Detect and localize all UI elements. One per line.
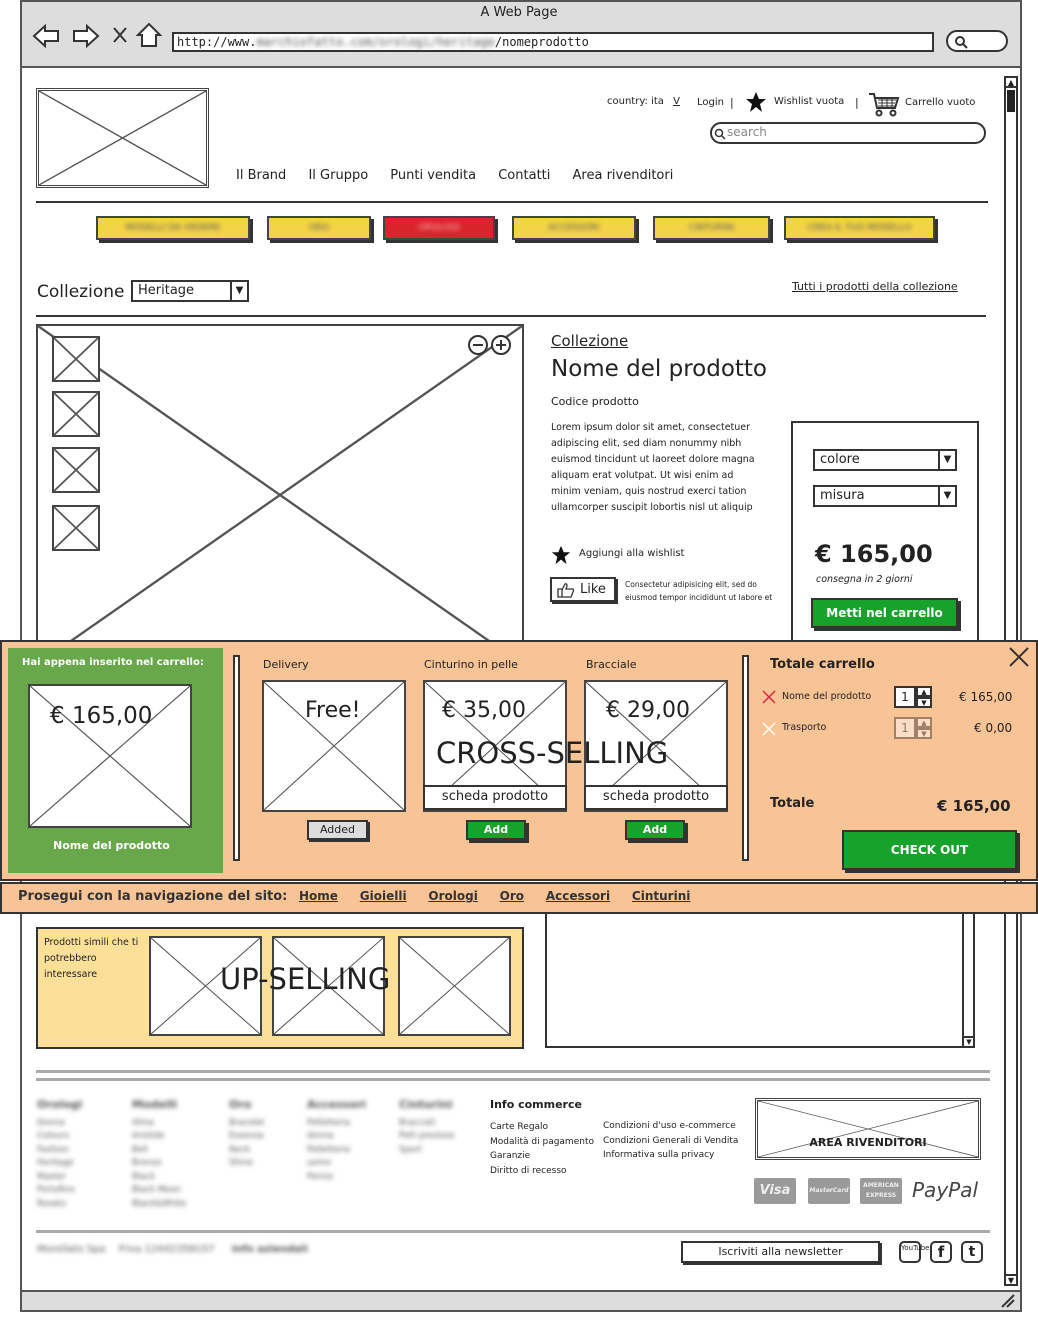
nav-item-resellers[interactable]: Area rivenditori (572, 168, 674, 183)
similar-product-3[interactable] (398, 936, 511, 1036)
site-search-input[interactable] (710, 122, 986, 144)
category-crea[interactable] (784, 216, 935, 240)
footer-link[interactable]: Black Moon (132, 1185, 181, 1195)
total-value: € 165,00 (937, 797, 1011, 815)
country-dropdown-icon[interactable]: V (673, 96, 680, 107)
footer-link[interactable]: Sport (399, 1144, 422, 1155)
quantity-up-icon: ▲ (916, 717, 932, 728)
product-code: Codice prodotto (551, 395, 639, 408)
item-delivery-added-button[interactable]: Added (307, 820, 368, 840)
stop-icon[interactable] (112, 26, 128, 44)
category-label: MODELLI DA VEDERE (125, 223, 221, 233)
scroll-divider-left[interactable] (233, 655, 240, 861)
company-name: Morellato Spa (37, 1244, 106, 1255)
company-info (37, 1244, 308, 1255)
thumbs-up-icon (557, 582, 575, 598)
quantity-value[interactable]: 1 (894, 686, 916, 708)
size-select-value: misura (820, 488, 865, 503)
product-description: Lorem ipsum dolor sit amet, consectetuer adipiscing elit, sed diam nonummy nibh euismod tincidunt ut laoreet dolore magna aliquam erat volutpat. Ut wisi enim ad minim veniam, quis nostrud exerci tation ullamcorper suscipit lobortis nisl ut aliquip (551, 422, 755, 513)
scroll-divider-right[interactable] (742, 655, 749, 861)
cart-total-title: Totale carrello (770, 657, 875, 672)
up-selling-label: UP-SELLING (220, 962, 391, 996)
category-accessori[interactable] (512, 216, 636, 240)
quantity-down-icon: ▼ (916, 728, 932, 739)
magnifier-icon (954, 35, 968, 49)
footer-link[interactable]: Bronzo (132, 1158, 162, 1168)
forward-arrow-icon[interactable] (72, 24, 100, 48)
cart-line-price: € 165,00 (959, 690, 1013, 704)
size-select[interactable] (813, 485, 957, 507)
url-blurred: marchiofatto.com/orologi/heritage (256, 35, 495, 49)
all-products-link[interactable]: Tutti i prodotti della collezione (792, 280, 958, 293)
footer-col-title: Orologi (37, 1098, 83, 1111)
nav-item-stores[interactable]: Punti vendita (390, 168, 477, 183)
thumbnail-2[interactable] (52, 391, 100, 437)
nav-item-brand[interactable]: Il Brand (236, 168, 287, 183)
footer-link[interactable]: Master (37, 1171, 67, 1182)
country-label: country: (607, 96, 648, 107)
amex-icon (860, 1178, 902, 1204)
category-modelli[interactable] (96, 216, 250, 240)
color-select[interactable] (813, 449, 957, 471)
scroll-down-arrow[interactable]: ▼ (1007, 1276, 1015, 1285)
dropdown-arrow-icon: ▼ (230, 282, 247, 300)
company-info-link[interactable]: Info aziendali (231, 1244, 308, 1255)
footer-link[interactable]: Heritage (37, 1158, 74, 1168)
logo-placeholder[interactable] (36, 88, 209, 188)
thumbnail-4[interactable] (52, 505, 100, 551)
thumbnail-1[interactable] (52, 336, 100, 382)
scroll-down-arrow[interactable]: ▼ (964, 1036, 974, 1046)
category-label: CREA IL TUO MODELLO (807, 223, 912, 233)
footer-col-oro (229, 1098, 264, 1171)
country-value: ita (651, 96, 664, 107)
continue-nav-links (299, 889, 690, 903)
product-price: € 165,00 (815, 540, 933, 568)
resellers-banner[interactable] (755, 1098, 981, 1160)
address-bar[interactable] (172, 32, 934, 52)
close-overlay-icon[interactable] (1008, 646, 1030, 668)
footer-link[interactable]: Alma (132, 1117, 154, 1128)
item-delivery-price: Free! (305, 698, 361, 723)
item-delivery-title: Delivery (263, 658, 309, 671)
home-icon[interactable] (136, 22, 162, 48)
payment-label: PayPal (912, 1178, 979, 1202)
payment-label: MasterCard (809, 1187, 849, 1194)
footer-col-accessori (307, 1098, 366, 1184)
continue-link-cinturini[interactable]: Cinturini (631, 889, 691, 903)
footer-col-cinturini (399, 1098, 454, 1157)
product-name: Nome del prodotto (551, 356, 767, 382)
footer-link[interactable]: uomo (307, 1158, 332, 1168)
payment-label: AMERICAN EXPRESS (863, 1182, 899, 1199)
category-cinturini[interactable] (653, 216, 770, 240)
paypal-icon (912, 1178, 978, 1202)
added-product-name: Nome del prodotto (53, 839, 170, 852)
footer-col-orologi (37, 1098, 82, 1211)
country-selector[interactable] (607, 96, 680, 107)
product-collection-link[interactable]: Collezione (551, 332, 629, 350)
continue-link-gioielli[interactable]: Gioielli (359, 889, 407, 903)
footer-divider (36, 1078, 990, 1081)
quantity-stepper-disabled (894, 717, 934, 741)
zoom-out-icon[interactable] (467, 334, 489, 356)
twitter-icon[interactable]: t (961, 1241, 983, 1263)
nav-item-contacts[interactable]: Contatti (498, 168, 551, 183)
footer-link[interactable]: Colours (37, 1131, 70, 1141)
footer-link[interactable]: Donna (37, 1117, 65, 1128)
footer-link[interactable]: Black&White (132, 1198, 187, 1209)
scroll-thumb[interactable] (1007, 90, 1015, 112)
continue-link-oro[interactable]: Oro (499, 889, 525, 903)
header-divider (36, 201, 988, 203)
added-product-price: € 165,00 (50, 703, 153, 729)
add-to-wishlist-link[interactable]: Aggiungi alla wishlist (579, 548, 685, 559)
social-label: YouTube (901, 1244, 930, 1252)
reviews-box[interactable] (545, 914, 975, 1048)
footer-divider (36, 1070, 990, 1073)
footer-link[interactable]: Essenza (229, 1131, 264, 1141)
reviews-scrollbar[interactable] (962, 914, 974, 1046)
footer-col-title: Oro (229, 1098, 252, 1111)
footer-link[interactable]: Aristide (132, 1131, 165, 1141)
thumbnail-3[interactable] (52, 447, 100, 493)
category-orologi-active[interactable] (383, 216, 495, 240)
status-bar (22, 1290, 1020, 1310)
cross-selling-label: CROSS-SELLING (436, 736, 669, 770)
add-to-cart-button[interactable]: Metti nel carrello (811, 598, 958, 628)
dropdown-arrow-icon: ▼ (938, 451, 955, 469)
category-label: ACCESSORI (548, 223, 600, 233)
wishlist-link[interactable]: Wishlist vuota (774, 96, 845, 107)
item-bracelet-title: Bracciale (586, 658, 637, 671)
footer-link[interactable]: Condizioni Generali di Vendita (603, 1135, 739, 1146)
collection-select[interactable] (131, 280, 249, 302)
like-label: Like (580, 582, 606, 597)
like-button[interactable] (550, 577, 616, 602)
scroll-up-arrow[interactable]: ▲ (1007, 78, 1015, 87)
divider: | (855, 96, 859, 109)
search-icon (714, 128, 726, 140)
info-commerce-col-1 (490, 1120, 594, 1178)
footer-link[interactable]: Penne (307, 1171, 334, 1182)
total-label: Totale (770, 796, 815, 811)
continue-nav-label: Prosegui con la navigazione del sito: (18, 889, 288, 904)
footer-link[interactable]: donna (307, 1131, 334, 1141)
cart-line-name: Trasporto (782, 722, 827, 733)
delivery-time: consegna in 2 giorni (816, 574, 913, 585)
cart-line-price: € 0,00 (974, 721, 1013, 735)
footer-link[interactable]: Bracelet (229, 1117, 265, 1128)
back-arrow-icon[interactable] (32, 24, 60, 48)
footer-link[interactable]: Portofino (37, 1185, 75, 1195)
continue-link-orologi[interactable]: Orologi (428, 889, 478, 903)
quantity-down-icon[interactable]: ▼ (916, 697, 932, 708)
url-suffix: /nomeprodotto (494, 35, 589, 49)
footer-link[interactable]: Modalità di pagamento (490, 1136, 594, 1147)
payment-label: Visa (759, 1183, 791, 1198)
footer-link[interactable]: Shine (229, 1158, 253, 1168)
footer-col-modelli (132, 1098, 186, 1211)
color-select-value: colore (820, 452, 860, 467)
footer-link[interactable]: Black (132, 1171, 155, 1182)
footer-link[interactable]: Informativa sulla privacy (603, 1150, 715, 1160)
footer-link[interactable]: Pelli preziose (399, 1131, 455, 1141)
footer-link[interactable]: Garanzie (490, 1151, 531, 1161)
collection-label: Collezione (37, 282, 125, 302)
resellers-label: AREA RIVENDITORI (809, 1136, 927, 1149)
company-vat: P.Iva 12442358157 (118, 1244, 215, 1255)
footer-col-title: Accessori (307, 1098, 366, 1111)
cart-link[interactable]: Carrello vuoto (905, 97, 976, 108)
url-prefix: http://www. (177, 35, 257, 49)
category-label: CINTURINI (688, 223, 735, 233)
zoom-in-icon[interactable] (490, 334, 512, 356)
dropdown-arrow-icon: ▼ (938, 487, 955, 505)
just-added-label: Hai appena inserito nel carrello: (22, 657, 204, 668)
item-bracelet-add-button[interactable]: Add (625, 820, 685, 840)
wishlist-star-icon[interactable] (549, 544, 573, 566)
category-label: ORO (308, 223, 330, 233)
login-link[interactable]: Login (697, 97, 724, 108)
mastercard-icon (808, 1178, 850, 1204)
main-nav (236, 168, 673, 183)
category-label: OROLOGI (418, 223, 460, 233)
similar-products-text: Prodotti simili che ti potrebbero interessare (44, 937, 139, 980)
resize-grip-icon[interactable] (998, 1292, 1016, 1308)
footer-link[interactable]: Pelletteria (307, 1144, 350, 1155)
facebook-icon[interactable]: f (930, 1241, 952, 1263)
item-strap-price: € 35,00 (442, 698, 526, 723)
window-title: A Web Page (480, 5, 558, 20)
footer-col-title: Cinturini (399, 1098, 453, 1111)
footer-link[interactable]: Bell (132, 1144, 148, 1155)
visa-icon (754, 1178, 796, 1204)
footer-link[interactable]: Neck (229, 1144, 251, 1155)
quantity-stepper[interactable] (894, 686, 934, 710)
category-oro[interactable] (267, 216, 371, 240)
cart-icon (868, 92, 900, 118)
newsletter-button[interactable]: Iscriviti alla newsletter (681, 1241, 880, 1263)
item-bracelet-price: € 29,00 (606, 698, 690, 723)
checkout-button[interactable]: CHECK OUT (842, 830, 1017, 870)
info-commerce-title: Info commerce (490, 1098, 582, 1111)
divider: | (730, 96, 734, 109)
item-strap-add-button[interactable]: Add (466, 820, 526, 840)
youtube-icon[interactable] (899, 1241, 930, 1263)
footer-col-title: Modelli (132, 1098, 178, 1111)
continue-link-accessori[interactable]: Accessori (545, 889, 611, 903)
remove-item-icon (762, 722, 776, 736)
footer-link[interactable]: Carte Regalo (490, 1122, 549, 1132)
footer-link[interactable]: Bracciali (399, 1117, 436, 1128)
footer-link[interactable]: Rosato (37, 1198, 66, 1209)
remove-item-icon[interactable] (762, 690, 776, 704)
footer-link[interactable]: Diritto di recesso (490, 1165, 567, 1176)
item-bracelet-product-link[interactable]: scheda prodotto (584, 785, 728, 810)
quantity-up-icon[interactable]: ▲ (916, 686, 932, 697)
star-icon (743, 90, 769, 114)
footer-link[interactable]: Pelletteria (307, 1117, 350, 1128)
nav-item-group[interactable]: Il Gruppo (308, 168, 369, 183)
like-text: Consectetur adipisicing elit, sed do eiusmod tempor incididunt ut labore et (625, 580, 773, 602)
continue-link-home[interactable]: Home (299, 889, 338, 903)
collection-divider (36, 315, 986, 317)
item-strap-product-link[interactable]: scheda prodotto (423, 785, 567, 810)
browser-search-field[interactable] (946, 30, 1008, 52)
search-placeholder: search (727, 125, 767, 139)
footer-link[interactable]: Fashion (37, 1144, 70, 1155)
collection-select-value: Heritage (138, 283, 195, 298)
item-strap-title: Cinturino in pelle (424, 658, 518, 671)
footer-divider (36, 1230, 990, 1233)
quantity-value: 1 (894, 717, 916, 739)
cart-line-name: Nome del prodotto (782, 691, 872, 702)
footer-link[interactable]: Condizioni d'uso e-commerce (603, 1121, 736, 1131)
info-commerce-col-2 (603, 1119, 738, 1163)
product-main-image[interactable] (36, 324, 524, 664)
